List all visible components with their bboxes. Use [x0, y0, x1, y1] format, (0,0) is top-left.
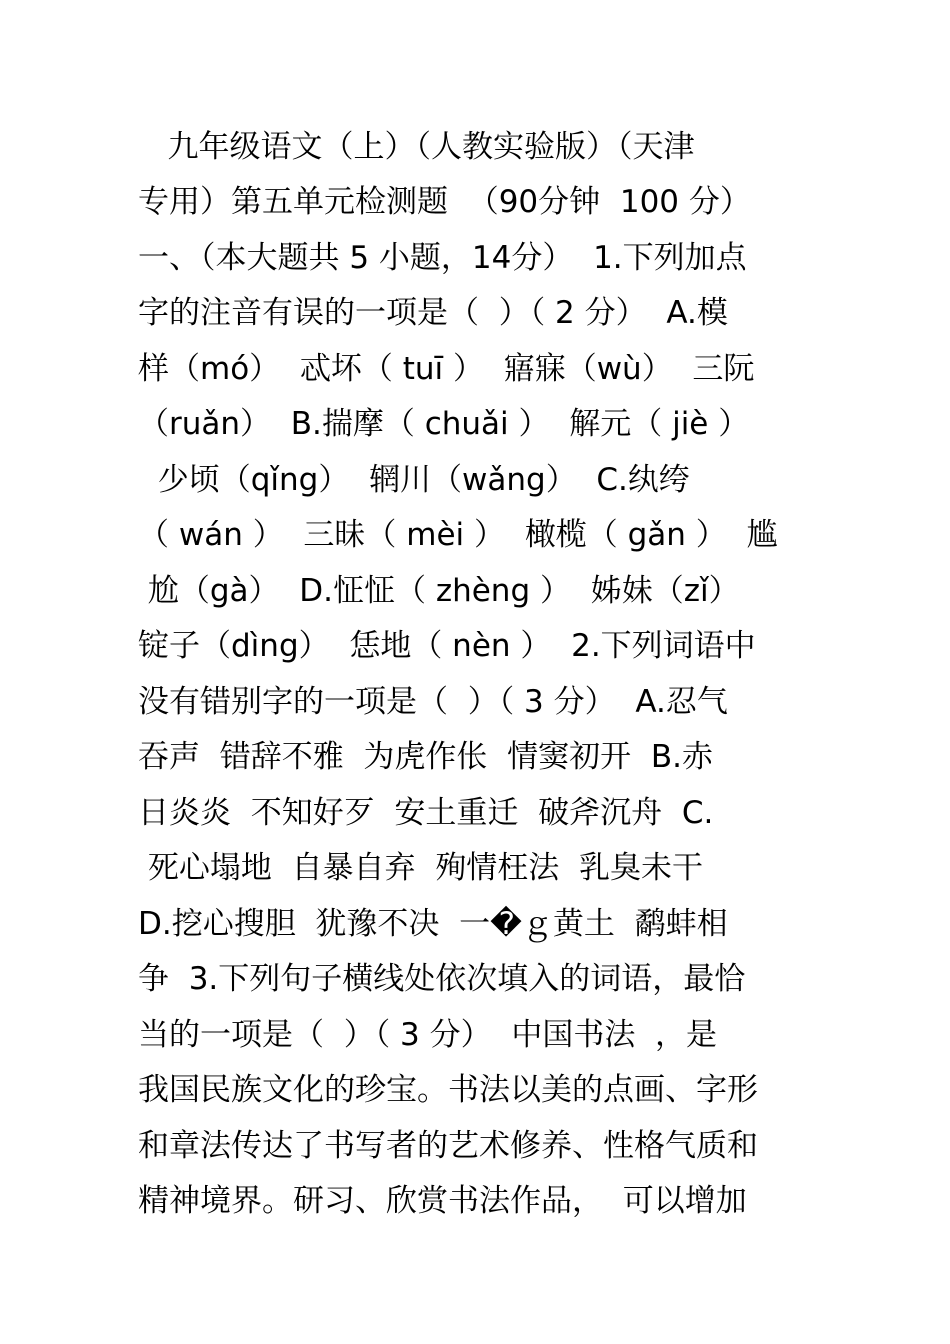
text-line: 死心塌地 自暴自弃 殉情枉法 乳臭未干 — [138, 850, 703, 886]
text-line: 没有错别字的一项是（ ）（ 3 分） A.忍气 — [138, 684, 728, 720]
text-line: 一、（本大题共 5 小题，14分） 1.下列加点 — [138, 240, 747, 276]
text-line: 锭子（dìng） 恁地（ nèn ） 2.下列词语中 — [138, 628, 756, 664]
text-line: 吞声 错辞不雅 为虎作伥 情窦初开 B.赤 — [138, 739, 713, 775]
text-line: D.挖心搜胆 犹豫不决 一�ｇ黄土 鹬蚌相 — [138, 906, 728, 942]
text-line: 尬（gà） D.怔怔（ zhèng ） 姊妹（zǐ） — [138, 573, 740, 609]
text-line: 少顷（qǐng） 辋川（wǎng） C.纨绔 — [138, 462, 690, 498]
text-line: 日炎炎 不知好歹 安土重迁 破斧沉舟 C. — [138, 795, 714, 831]
text-line: （ wán ） 三昧（ mèi ） 橄榄（ gǎn ） 尴 — [138, 517, 778, 553]
text-line: 九年级语文（上）（人教实验版）（天津 — [138, 129, 695, 165]
text-line: 和章法传达了书写者的艺术修养、性格气质和 — [138, 1128, 758, 1164]
text-line: 字的注音有误的一项是（ ）（ 2 分） A.模 — [138, 295, 728, 331]
text-line: 争 3.下列句子横线处依次填入的词语，最恰 — [138, 961, 746, 997]
text-line: 专用）第五单元检测题 （90分钟 100 分） — [138, 184, 751, 220]
text-line: （ruǎn） B.揣摩（ chuǎi ） 解元（ jiè ） — [138, 406, 750, 442]
text-line: 我国民族文化的珍宝。书法以美的点画、字形 — [138, 1072, 758, 1108]
text-line: 当的一项是（ ）（ 3 分） 中国书法 ，是 — [138, 1017, 718, 1053]
text-line: 精神境界。研习、欣赏书法作品， 可以增加 — [138, 1183, 747, 1219]
text-line: 样（mó） 忒坏（ tuī ） 寤寐（wù） 三阮 — [138, 351, 755, 387]
